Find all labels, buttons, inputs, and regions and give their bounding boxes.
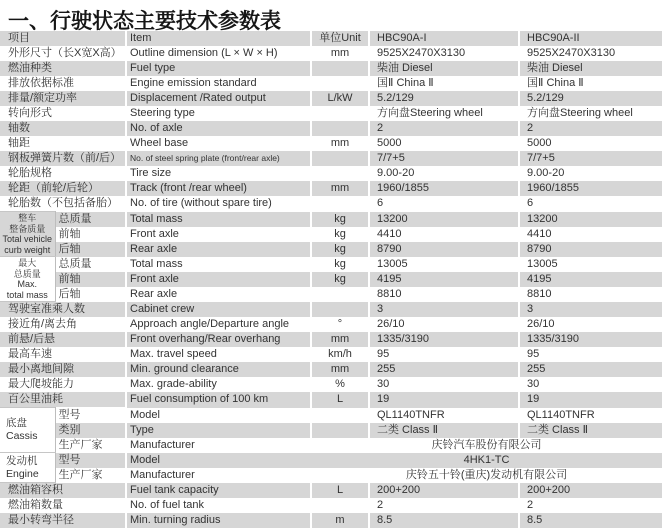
unit [311,61,369,76]
item-en: Max. travel speed [126,347,311,362]
item-zh: 轮胎规格 [8,167,52,179]
unit: kg [311,272,369,287]
value-hbc90a-2: 8.5 [519,513,662,528]
table-row [0,438,662,453]
unit: ° [311,317,369,332]
item-zh: 转向形式 [8,107,52,119]
value-hbc90a-1: 8790 [369,242,519,257]
item-zh: 排量/额定功率 [0,91,126,106]
unit: mm [311,46,369,61]
unit: L/kW [311,91,369,106]
item-en: Fuel type [126,61,311,76]
unit: mm [311,332,369,347]
table-row [0,272,662,287]
group-label-line: Cassis [6,430,38,442]
spec-table [0,31,662,528]
item-en: Approach angle/Departure angle [126,317,311,332]
value-hbc90a-1: 9.00-20 [369,166,519,181]
value-hbc90a-1: 30 [369,377,519,392]
item-en: Manufacturer [126,438,311,453]
unit [311,106,369,121]
unit: % [311,377,369,392]
table-row [0,377,662,392]
table-row [0,121,662,136]
item-zh: 型号 [55,453,126,468]
value-hbc90a-2: 二类 Class Ⅱ [519,423,662,438]
column-header-item-en: Item [126,31,311,46]
page-title: 一、行驶状态主要技术参数表 [8,10,281,33]
table-row [0,136,662,151]
table-row [0,468,662,483]
value-hbc90a-2: 8810 [519,287,662,302]
table-row [0,423,662,438]
item-zh: 型号 [58,408,81,421]
unit: km/h [311,347,369,362]
item-zh: 最高车速 [8,348,52,360]
item-en: Cabinet crew [126,302,311,318]
value-hbc90a-1: 1335/3190 [369,332,519,347]
merged-value: 庆铃汽车股份有限公司 [431,438,542,451]
value-hbc90a-2: 4410 [519,227,662,242]
item-en: Type [126,423,311,438]
group-label-line: 整备质量 [9,223,46,234]
unit: kg [311,227,369,242]
value-hbc90a-1: QL1140TNFR [369,408,519,423]
value-hbc90a-2: 5.2/129 [519,91,662,106]
value-hbc90a-2: 9.00-20 [519,166,662,181]
column-header-model1: HBC90A-I [369,31,519,46]
value-hbc90a-1: 二类 Class Ⅱ [369,423,519,438]
group-label-line: total mass [6,289,48,300]
group-label-line: 发动机 [6,454,38,467]
value-hbc90a-1: 6 [369,196,519,212]
value-hbc90a-2: 2 [519,498,662,513]
item-en: Front axle [126,227,311,242]
item-zh: 排放依据标准 [8,77,74,89]
value-hbc90a-1: 2 [369,121,519,136]
unit: mm [311,136,369,151]
item-en: Front overhang/Rear overhang [126,332,311,347]
unit: kg [311,212,369,227]
item-en: Outline dimension (L × W × H) [126,46,311,61]
value-hbc90a-2: 9525X2470X3130 [519,46,662,61]
item-en: Front axle [126,272,311,287]
group-label-line: Max. [17,279,37,289]
spec-table-body [0,46,662,528]
table-row [0,76,662,91]
item-en: Manufacturer [126,468,311,483]
value-hbc90a-2: 1960/1855 [519,181,662,196]
value-hbc90a-1: 5.2/129 [369,91,519,106]
table-row [0,453,662,468]
item-en: Tire size [126,166,311,181]
unit [311,302,369,318]
item-zh: 后轴 [55,242,126,257]
unit: kg [311,257,369,272]
table-row [0,106,662,121]
item-zh: 燃油箱数量 [8,499,63,511]
table-row [0,362,662,377]
value-hbc90a-2: 国Ⅱ China Ⅱ [519,76,662,91]
value-hbc90a-2: 26/10 [519,317,662,332]
table-row [0,287,662,302]
value-hbc90a-2: 6 [519,196,662,212]
unit: L [311,392,369,408]
value-hbc90a-2: 7/7+5 [519,151,662,166]
merged-value: 庆铃五十铃(重庆)发动机有限公司 [405,468,568,481]
item-en: Rear axle [126,287,311,302]
item-zh: 百公里油耗 [0,392,126,408]
item-zh: 外形尺寸（长X宽X高） [8,47,122,59]
item-en: Total mass [126,257,311,272]
value-hbc90a-2: 5000 [519,136,662,151]
column-header-item-zh: 项目 [0,31,126,46]
item-en: Steering type [126,106,311,121]
value-hbc90a-2: 255 [519,362,662,377]
unit: L [311,483,369,499]
group-label-line: Engine [6,467,39,480]
unit: mm [311,181,369,196]
item-en: Max. grade-ability [126,377,311,392]
value-hbc90a-1: 国Ⅱ China Ⅱ [369,76,519,91]
value-hbc90a-1: 8.5 [369,513,519,528]
value-hbc90a-1: 方向盘Steering wheel [369,106,519,121]
unit [311,166,369,181]
item-zh: 接近角/离去角 [8,318,78,330]
item-zh: 总质量 [55,212,126,227]
item-zh: 类别 [55,423,126,438]
item-en: Rear axle [126,242,311,257]
table-row [0,257,662,272]
item-en: Track (front /rear wheel) [126,181,311,196]
item-zh: 轴距 [8,137,30,149]
value-hbc90a-1: 5000 [369,136,519,151]
value-hbc90a-2: QL1140TNFR [519,408,662,423]
item-en: No. of fuel tank [126,498,311,513]
item-en: Min. ground clearance [126,362,311,377]
item-en: Engine emission standard [126,76,311,91]
value-hbc90a-1: 4410 [369,227,519,242]
item-en: Model [126,408,311,423]
item-zh: 轮距（前轮/后轮） [0,181,126,196]
value-hbc90a-1: 8810 [369,287,519,302]
value-hbc90a-2: 30 [519,377,662,392]
item-en: Fuel tank capacity [126,483,311,499]
item-zh: 生产厂家 [58,438,103,451]
value-hbc90a-1: 3 [369,302,519,318]
value-hbc90a-2: 1335/3190 [519,332,662,347]
group-label-line: 整车 [18,213,37,223]
item-zh: 轴数 [0,121,126,136]
value-hbc90a-2: 8790 [519,242,662,257]
item-en: Total mass [126,212,311,227]
merged-value: 4HK1-TC [311,453,662,468]
item-zh: 驾驶室准乘人数 [0,302,126,318]
table-row [0,227,662,242]
value-hbc90a-1: 95 [369,347,519,362]
item-en: Displacement /Rated output [126,91,311,106]
value-hbc90a-2: 19 [519,392,662,408]
unit [311,408,369,423]
value-hbc90a-1: 13005 [369,257,519,272]
table-row [0,242,662,257]
table-row [0,332,662,347]
value-hbc90a-1: 9525X2470X3130 [369,46,519,61]
value-hbc90a-2: 柴油 Diesel [519,61,662,76]
value-hbc90a-2: 13005 [519,257,662,272]
group-label-line: Total vehicle [2,234,53,244]
table-row [0,212,662,227]
value-hbc90a-2: 2 [519,121,662,136]
table-row [0,347,662,362]
item-zh: 最大爬坡能力 [8,378,74,390]
column-header-model2: HBC90A-II [519,31,662,46]
group-label-line: 底盘 [6,417,27,429]
table-row [0,302,662,318]
table-row [0,91,662,106]
value-hbc90a-1: 4195 [369,272,519,287]
group-label-line: 总质量 [13,268,41,279]
unit [311,287,369,302]
group-label [0,408,55,453]
value-hbc90a-1: 2 [369,498,519,513]
value-hbc90a-1: 255 [369,362,519,377]
item-zh: 生产厂家 [58,468,103,481]
item-zh: 前悬/后悬 [0,332,126,347]
item-zh: 总质量 [58,257,92,270]
item-en: Min. turning radius [126,513,311,528]
unit: kg [311,242,369,257]
table-row [0,181,662,196]
unit [311,196,369,212]
value-hbc90a-1: 13200 [369,212,519,227]
item-zh: 后轴 [58,287,81,300]
item-zh: 最小转弯半径 [0,513,126,528]
value-hbc90a-1: 26/10 [369,317,519,332]
item-en: No. of steel spring plate (front/rear axle) [126,151,311,166]
table-row [0,498,662,513]
value-hbc90a-2: 4195 [519,272,662,287]
table-row [0,513,662,528]
column-header-unit: 单位Unit [311,31,369,46]
item-zh: 轮胎数（不包括备胎） [8,197,118,209]
value-hbc90a-2: 95 [519,347,662,362]
value-hbc90a-2: 方向盘Steering wheel [519,106,662,121]
item-zh: 钢板弹簧片数（前/后） [0,151,126,166]
unit [311,151,369,166]
item-zh: 最小离地间隙 [0,362,126,377]
item-en: Wheel base [126,136,311,151]
table-row [0,408,662,423]
unit [311,76,369,91]
unit [311,498,369,513]
table-row [0,61,662,76]
table-row [0,166,662,181]
group-label-line: 最大 [18,258,37,268]
group-label [0,257,55,302]
table-row [0,196,662,212]
item-en: No. of tire (without spare tire) [126,196,311,212]
item-zh: 燃油种类 [0,61,126,76]
item-en: Fuel consumption of 100 km [126,392,311,408]
value-hbc90a-1: 柴油 Diesel [369,61,519,76]
table-row [0,317,662,332]
item-en: No. of axle [126,121,311,136]
table-row [0,46,662,61]
value-hbc90a-2: 13200 [519,212,662,227]
value-hbc90a-2: 200+200 [519,483,662,499]
table-row [0,392,662,408]
table-row [0,151,662,166]
table-row [0,483,662,499]
value-hbc90a-1: 1960/1855 [369,181,519,196]
item-zh: 前轴 [58,227,81,240]
item-en: Model [126,453,311,468]
unit [311,423,369,438]
value-hbc90a-1: 7/7+5 [369,151,519,166]
item-zh: 前轴 [55,272,126,287]
value-hbc90a-1: 19 [369,392,519,408]
value-hbc90a-1: 200+200 [369,483,519,499]
value-hbc90a-2: 3 [519,302,662,318]
unit [311,121,369,136]
group-label [0,212,55,257]
item-zh: 燃油箱容积 [0,483,126,499]
group-label-line: curb weight [4,244,51,255]
unit: mm [311,362,369,377]
unit: m [311,513,369,528]
group-label [0,453,55,483]
